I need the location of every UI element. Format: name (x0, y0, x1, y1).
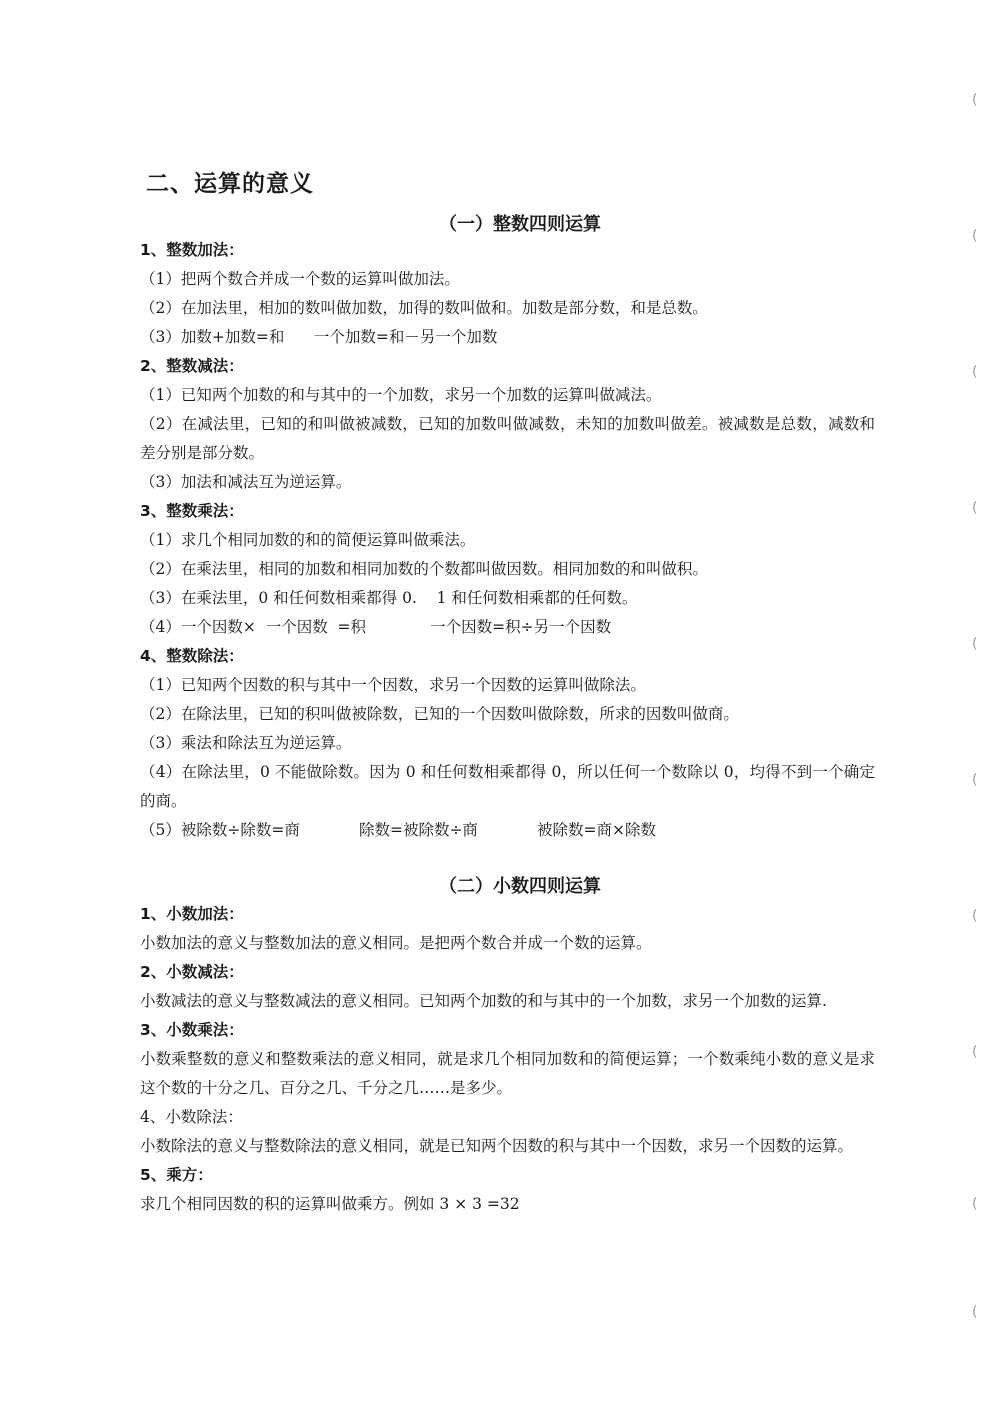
item-heading: 4、小数除法： (140, 1108, 243, 1126)
binding-mark: ( (972, 1196, 978, 1212)
text-line: （5）被除数÷除数=商 除数=被除数÷商 被除数=商×除数 (140, 821, 657, 839)
text-line: （1）已知两个因数的积与其中一个因数，求另一个因数的运算叫做除法。 (140, 676, 646, 694)
text-paragraph: 求几个相同因数的积的运算叫做乘方。例如 3 × 3 =32 (140, 1195, 520, 1213)
item-heading: 5、乘方： (140, 1166, 213, 1184)
text-paragraph: 小数减法的意义与整数减法的意义相同。已知两个加数的和与其中的一个加数，求另一个加数的运算. (140, 992, 827, 1010)
text-line: （4）在除法里，0 不能做除数。因为 0 和任何数相乘都得 0，所以任何一个数除以 0，均得不到一个确定的商。 (140, 763, 875, 810)
binding-mark: ( (972, 1044, 978, 1060)
text-line: （3）在乘法里，0 和任何数相乘都得 0. 1 和任何数相乘都的任何数。 (140, 589, 638, 607)
text-line: （2）在减法里，已知的和叫做被减数，已知的加数叫做减数，未知的加数叫做差。被减数是总数，减数和差分别是部分数。 (140, 415, 875, 462)
section-decimal-body (140, 900, 875, 1219)
item-heading: 2、整数减法： (140, 357, 244, 375)
binding-mark: ( (972, 92, 978, 108)
text-line: （1）把两个数合并成一个数的运算叫做加法。 (140, 270, 460, 288)
binding-mark: ( (972, 636, 978, 652)
text-paragraph: 小数除法的意义与整数除法的意义相同，就是已知两个因数的积与其中一个因数，求另一个因数的运算。 (140, 1137, 854, 1155)
item-heading: 3、小数乘法： (140, 1021, 244, 1039)
item-heading: 1、小数加法： (140, 905, 244, 923)
text-paragraph: 小数加法的意义与整数加法的意义相同。是把两个数合并成一个数的运算。 (140, 934, 652, 952)
item-heading: 1、整数加法： (140, 241, 244, 259)
text-line: （1）已知两个加数的和与其中的一个加数，求另一个加数的运算叫做减法。 (140, 386, 662, 404)
text-line: （3）乘法和除法互为逆运算。 (140, 734, 352, 752)
item-heading: 2、小数减法： (140, 963, 244, 981)
binding-mark: ( (972, 228, 978, 244)
item-heading: 4、整数除法： (140, 647, 244, 665)
binding-mark: ( (972, 908, 978, 924)
text-line: （4）一个因数× 一个因数 =积 一个因数=积÷另一个因数 (140, 618, 612, 636)
section-title-decimal: （二）小数四则运算 (439, 876, 601, 897)
text-line: （3）加法和减法互为逆运算。 (140, 473, 352, 491)
chapter-title: 二、运算的意义 (146, 171, 314, 197)
binding-mark: ( (972, 772, 978, 788)
binding-mark: ( (972, 364, 978, 380)
text-line: （2）在加法里，相加的数叫做加数，加得的数叫做和。加数是部分数，和是总数。 (140, 299, 708, 317)
text-line: （2）在除法里，已知的积叫做被除数，已知的一个因数叫做除数，所求的因数叫做商。 (140, 705, 739, 723)
binding-mark: ( (972, 500, 978, 516)
binding-mark: ( (972, 1304, 978, 1320)
text-line: （3）加数+加数=和 一个加数=和－另一个加数 (140, 328, 498, 346)
item-heading: 3、整数乘法： (140, 502, 244, 520)
section-title-integer: （一）整数四则运算 (439, 214, 601, 235)
text-line: （1）求几个相同加数的和的简便运算叫做乘法。 (140, 531, 476, 549)
text-paragraph: 小数乘整数的意义和整数乘法的意义相同，就是求几个相同加数和的简便运算；一个数乘纯小数的意义是求这个数的十分之几、百分之几、千分之几……是多少。 (140, 1050, 875, 1097)
section-integer-body (140, 236, 875, 845)
text-line: （2）在乘法里，相同的加数和相同加数的个数都叫做因数。相同加数的和叫做积。 (140, 560, 708, 578)
